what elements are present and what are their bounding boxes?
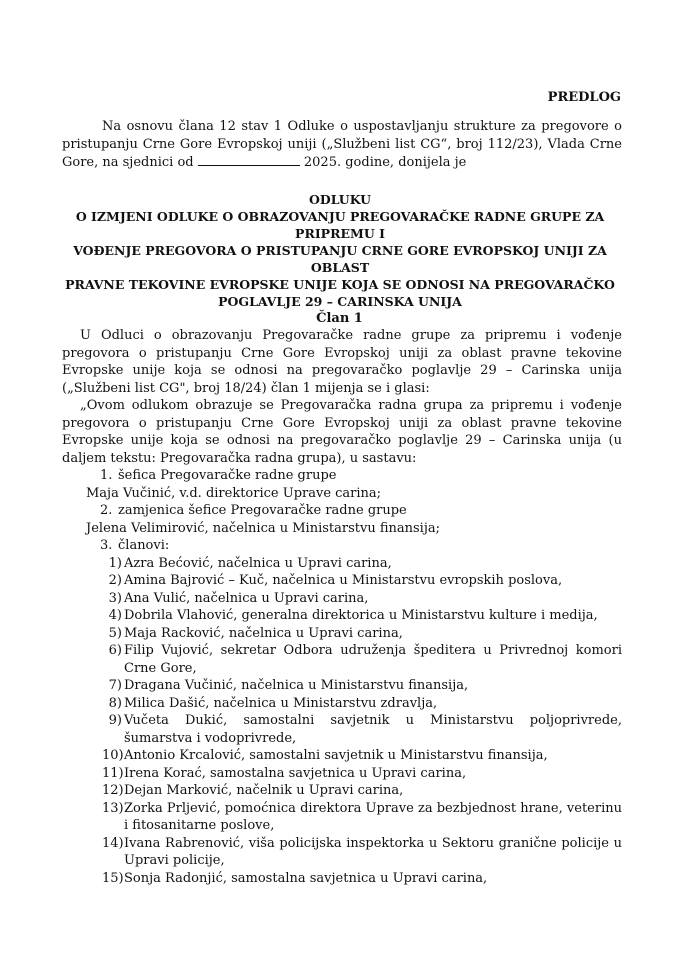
member-number: 13) [102,800,124,816]
title-line-1: ODLUKU [308,192,372,207]
member-text: Filip Vujović, sekretar Odbora udruženja špeditera u Privrednoj komori Crne Gore, [124,643,622,676]
member-text: Dobrila Vlahović, generalna direktorica u Ministarstvu kulture i medija, [124,608,598,623]
role-3 [62,537,622,555]
preamble [62,118,622,172]
date-blank-line [198,153,300,166]
member-list-item [62,572,622,590]
preamble-text [62,118,622,172]
title-line-4: PRAVNE TEKOVINE EVROPSKE UNIJE KOJA SE ODNOSI NA PREGOVARAČKO [65,277,615,292]
member-text: Zorka Prljević, pomoćnica direktora Uprave za bezbjednost hrane, veterinu i fitosanitarne poslove, [124,800,622,833]
member-text: Ivana Rabrenović, viša policijska inspektorka u Sektoru granične policije u Upravi policije, [124,835,622,868]
member-text: Milica Dašić, načelnica u Ministarstvu zdravlja, [124,695,438,711]
member-number: 7) [108,678,122,693]
member-number: 11) [102,765,124,781]
title-line-3: VOĐENJE PREGOVORA O PRISTUPANJU CRNE GORE EVROPSKOJ UNIJI ZA OBLAST [73,243,607,275]
member-text: Sonja Radonjić, samostalna savjetnica u Upravi carina, [124,870,488,886]
article-paragraph-2: „Ovom odlukom obrazuje se Pregovaračka radna grupa za pripremu i vođenje pregovora o pristupanju Crne Gore Evropskoj uniji za oblast pravne tekovine Evropske unije koja se odnosi na pregovaračko poglavlje 29 – Carinska unija (u daljem tekstu: Pregovaračka radna grupa), u sastavu: [62,398,622,466]
role-2-person: Jelena Velimirović, načelnica u Ministarstvu finansija; [86,520,441,536]
member-list-item [62,835,622,870]
decision-title [50,191,630,310]
preamble-text-start: Na osnovu člana 12 stav 1 Odluke o uspostavljanju strukture za pregovore o pristupanju Crne Gore Evropskoj uniji („Službeni list CG“, broj 112/23), Vlada Crne Gore, na sjednici od [62,119,622,170]
member-list-item [62,747,622,765]
title-line-5: POGLAVLJE 29 – CARINSKA UNIJA [218,294,462,309]
member-number: 8) [108,695,122,711]
member-number: 1) [108,555,122,571]
role-2-label: zamjenica šefice Pregovaračke radne grupe [118,503,407,518]
role-1-label: šefica Pregovaračke radne grupe [118,468,337,483]
member-list-item [62,607,622,625]
member-text: Irena Korać, samostalna savjetnica u Upravi carina, [124,765,467,781]
member-number: 12) [102,783,124,798]
role-1 [62,467,622,485]
title-line-2: O IZMJENI ODLUKE O OBRAZOVANJU PREGOVARAČKE RADNE GRUPE ZA PRIPREMU I [75,209,605,241]
member-text: Dejan Marković, načelnik u Upravi carina, [124,783,404,798]
member-list-item [62,555,622,573]
member-number: 5) [108,625,122,641]
role-3-number: 3. [100,538,113,553]
member-list-item [62,800,622,835]
member-list-item [62,782,622,800]
role-1-person: Maja Vučinić, v.d. direktorice Uprave carina; [86,485,382,501]
role-1-number: 1. [100,468,113,483]
member-number: 4) [108,608,122,623]
member-text: Vučeta Dukić, samostalni savjetnik u Ministarstvu poljoprivrede, šumarstva i vodoprivrede, [124,713,622,746]
member-list-item [62,677,622,695]
member-list-item [62,590,622,608]
member-number: 14) [102,835,124,851]
members-list [62,555,622,888]
role-2 [62,502,622,520]
member-text: Amina Bajrović – Kuč, načelnica u Ministarstvu evropskih poslova, [124,573,563,588]
article-body [62,327,622,887]
preamble-text-end: 2025. godine, donijela je [303,155,467,170]
member-list-item [62,625,622,643]
member-number: 6) [108,643,122,658]
member-list-item [62,870,622,888]
member-number: 3) [108,590,122,606]
member-text: Azra Bećović, načelnica u Upravi carina, [124,555,392,571]
member-list-item [62,765,622,783]
proposal-label: PREDLOG [547,90,621,105]
member-number: 15) [102,870,124,886]
member-text: Maja Racković, načelnica u Upravi carina, [124,625,403,641]
member-list-item [62,712,622,747]
member-number: 10) [102,748,124,763]
member-text: Dragana Vučinić, načelnica u Ministarstvu finansija, [124,678,469,693]
member-list-item [62,695,622,713]
member-number: 2) [108,573,122,588]
article-paragraph-1: U Odluci o obrazovanju Pregovaračke radne grupe za pripremu i vođenje pregovora o pristupanju Crne Gore Evropskoj uniji za oblast pravne tekovine Evropske unije koja se odnosi na pregovaračko poglavlje 29 – Carinska unija („Službeni list CG", broj 18/24) član 1 mijenja se i glasi: [62,328,622,396]
member-list-item [62,642,622,677]
member-text: Ana Vulić, načelnica u Upravi carina, [124,590,369,606]
member-number: 9) [108,713,122,728]
role-3-label: članovi: [118,538,170,553]
article-heading: Član 1 [316,311,363,326]
member-text: Antonio Krcalović, samostalni savjetnik u Ministarstvu finansija, [124,748,548,763]
role-2-number: 2. [100,503,113,518]
